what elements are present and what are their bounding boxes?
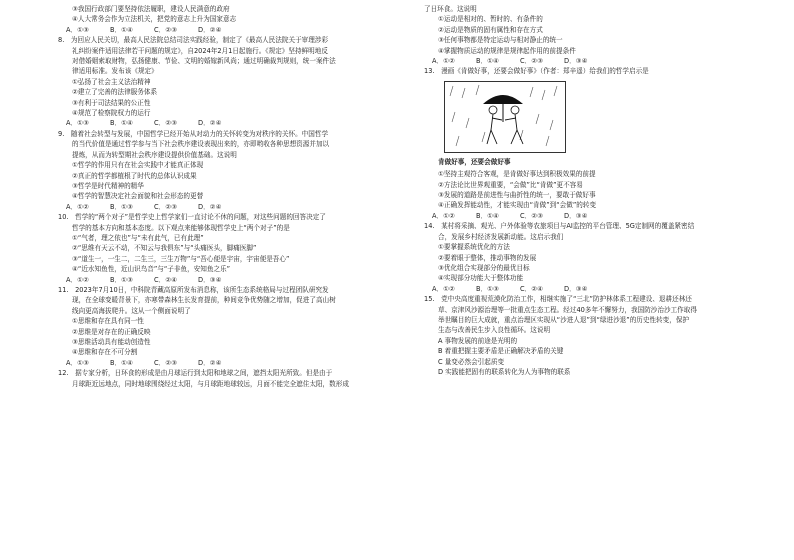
option-c: C．②③: [520, 57, 544, 66]
option-a: A．①③: [66, 25, 89, 34]
statement-item: ③思维活动具有能动创造性: [72, 338, 151, 346]
statement-item: ②运动是物质的固有属性和存在方式: [438, 25, 543, 34]
question-text: 了日环食。这说明: [424, 5, 477, 13]
statement-item: ④实现部分功能大于整体功能: [438, 274, 524, 283]
question-text: 9. 随着社会转型与发展，中国哲学已经开始从对动力的关怀转变为对秩序的关怀。中国哲学: [58, 129, 329, 138]
option-a: A．①②: [432, 211, 455, 220]
choice-b: B 着重把握主要矛盾是正确解决矛盾的关键: [438, 347, 564, 356]
statement-item: ③优化组合实现部分的最优目标: [438, 263, 530, 272]
cartoon-drawing: [445, 82, 565, 152]
option-d: D．②④: [198, 119, 222, 128]
question-text: 律适用标准。发布该《规定》: [72, 67, 158, 76]
option-b: B．①④: [110, 25, 133, 34]
option-d: D．③④: [198, 275, 222, 284]
answer-options: [58, 202, 378, 212]
question-10: [58, 212, 378, 285]
option-b: B．①③: [476, 284, 499, 293]
statement-item: ①运动是相对的、暂时的、有条件的: [438, 15, 543, 24]
option-a: A．①②: [66, 202, 89, 211]
question-14: [424, 221, 748, 294]
answer-options: [58, 118, 378, 128]
statement-item: ②建立了完善的法律服务体系: [72, 88, 158, 97]
pre-options: [58, 25, 378, 35]
pre-item-4: ④人大常务会作为立法机关，把党的意志上升为国家意志: [72, 15, 237, 24]
question-text: 10. 哲学的“两个对子”是哲学史上哲学家们一直讨论不休的问题，对这些问题的回答决定了: [58, 213, 326, 222]
option-b: B．①④: [476, 211, 499, 220]
option-d: D．②④: [198, 202, 222, 211]
option-c: C．②④: [520, 284, 544, 293]
question-text: 12. 据专家分析，日环食的形成是由月球运行到太阳和地球之间，遮挡太阳光所致。但是由于: [58, 369, 333, 378]
statement-item: ④思维和存在不可分割: [72, 348, 138, 357]
option-c: C．②③: [154, 202, 178, 211]
question-12: [58, 368, 378, 389]
option-d: D．③④: [564, 284, 588, 293]
choice-c: C 量变必然会引起质变: [438, 357, 505, 366]
statement-item: ②真正的哲学都植根了时代的总体认识成果: [72, 171, 197, 180]
statement-item: ③哲学是时代精神的精华: [72, 181, 144, 190]
statement-item: ①哲学的作用只有在社会实践中才能真正体现: [72, 161, 204, 170]
question-text: 14. 某村将采摘、观光、户外体验等农旅项目与AI监控的平台管理、5G定制网的覆盖紧密结: [424, 222, 695, 231]
statement-item: ①坚持主观符合客观，是肯做好事达到积极效果的前提: [438, 170, 596, 179]
statement-item: ②思维是对存在的正确反映: [72, 327, 151, 336]
question-text: 15. 党中央高度重视荒漠化防治工作，相继实施了“三北”防护林体系工程建设、退耕还林还: [424, 295, 692, 304]
question-text: 现，在全球变暖背景下，亦寒带森林生长发育提前，种间竞争优势随之增加，促进了高山树: [72, 296, 336, 305]
option-a: A．①②: [66, 275, 89, 284]
option-b: B．①④: [476, 57, 499, 66]
answer-options: [424, 211, 748, 221]
question-text: 草、京津风沙源治理等一批重点生态工程。经过40多年不懈努力，我国防沙治沙工作取得: [438, 305, 697, 314]
statement-item: ④掌握物质运动的规律是规律起作用的前提条件: [438, 46, 576, 55]
option-a: A．①②: [432, 284, 455, 293]
question-text: 提炼，从而为转型期社会秩序建设提供价值基础。这说明: [72, 150, 237, 159]
option-b: B．①④: [110, 358, 133, 367]
question-text: 线向更高海拔爬升。这从一个侧面说明了: [72, 306, 191, 315]
option-d: D．②④: [198, 358, 222, 367]
question-text: 11. 2023年7月10日，中科院青藏高原所发布消息称，该所生态系统格局与过程团队研究发: [58, 285, 329, 294]
question-11: [58, 285, 378, 368]
question-text: 13. 漫画《肯做好事，还要会做好事》（作者：郑辛遥）给我们的哲学启示是: [424, 67, 649, 76]
right-column: [424, 4, 748, 377]
option-a: A．①③: [66, 119, 89, 128]
statement-item: ①思维和存在具有同一性: [72, 317, 144, 326]
question-text: 合，发展乡村经济发展新动能。这启示我们: [438, 232, 564, 241]
option-b: B．①④: [110, 119, 133, 128]
answer-options: [424, 284, 748, 294]
question-text: 礼纠纷案件适用法律若干问题的规定》，自2024年2月1日起施行。《规定》坚持鲜明地反: [72, 46, 328, 55]
statement-item: ④规范了检察院权力的运行: [72, 109, 151, 118]
option-c: C．②④: [154, 275, 178, 284]
question-9: [58, 129, 378, 212]
question-text: 对借婚姻索取财物，弘扬健康、节俭、文明的婚嫁新风尚；通过明确裁判规则，统一案件法: [72, 57, 336, 66]
option-a: A．①②: [432, 57, 455, 66]
option-d: D．③④: [564, 57, 588, 66]
question-text: 生态与改善民生步入良性循环。这说明: [438, 326, 551, 335]
statement-item: ①“气者，理之依也”与“未有此气，已有此理”: [72, 233, 204, 242]
statement-item: ③发展的道路是前进性与曲折性的统一，要敢于做好事: [438, 191, 596, 200]
statement-item: ①要掌握系统优化的方法: [438, 243, 510, 252]
choice-d: D 实践能把固有的联系转化为人为事物的联系: [438, 367, 571, 376]
option-a: A．①③: [66, 358, 89, 367]
statement-item: ③任何事物都是特定运动与相对静止的统一: [438, 36, 563, 45]
question-text: 哲学的基本方向和基本态度。以下观点来能够体现哲学史上“两个对子”的是: [72, 223, 290, 232]
question-text: 月球距近远地点，同时地球围绕经过太阳，与月球距地球较远，月面不能完全遮住太阳，数形成: [72, 379, 349, 388]
statement-item: ②要着眼于整体，推动事物的发展: [438, 253, 537, 262]
question-text: 举世瞩目的巨大成就，重点治理区实现从“沙进人退”到“绿进沙退”的历史性转变，保护: [438, 315, 690, 324]
question-13: [424, 66, 748, 221]
statement-item: ④正确发挥能动性，才能实现由“肯做”到“会做”的转变: [438, 201, 597, 210]
option-d: D．③④: [564, 211, 588, 220]
statement-item: ③有利于司法结果的公正性: [72, 98, 151, 107]
option-d: D．②④: [198, 25, 222, 34]
left-column: [58, 4, 378, 389]
answer-options: [58, 275, 378, 285]
question-15: [424, 294, 748, 377]
question-8: [58, 35, 378, 129]
cartoon-image: [444, 81, 566, 153]
choice-a: A 事物发展的前途是光明的: [438, 336, 518, 345]
option-b: B．①③: [110, 202, 133, 211]
answer-options: [58, 358, 378, 368]
option-c: C．②③: [520, 211, 544, 220]
option-c: C．②③: [154, 25, 178, 34]
answer-options: [424, 56, 748, 66]
question-text: 8. 为回应人民关切，最高人民法院总结司法实践经验，制定了《最高人民法院关于审理涉彩: [58, 36, 329, 45]
question-12-continued: [424, 4, 748, 66]
option-c: C．②③: [154, 358, 178, 367]
pre-item-3: ③我国行政部门要坚持依法履职，建设人民满意的政府: [72, 5, 230, 13]
question-text: 的当代价值是通过哲学参与当下社会秩序建设表现出来的，亦即哟收各种思想资源并加以: [72, 140, 330, 149]
cartoon-caption: 肯做好事，还要会做好事: [438, 157, 511, 166]
statement-item: ④“近水知鱼性，近山识鸟音”与“子非鱼，安知鱼之乐”: [72, 265, 231, 274]
option-c: C．②③: [154, 119, 178, 128]
statement-item: ①弘扬了社会主义法治精神: [72, 77, 151, 86]
statement-item: ③“道生一，一生二，二生三，三生万物”与“吾心便是宇宙，宇宙便是吾心”: [72, 254, 290, 263]
statement-item: ②方法论比世界观重要，“会做”比“肯做”更不容易: [438, 180, 583, 189]
option-b: B．①③: [110, 275, 133, 284]
statement-item: ④哲学的智慧决定社会面貌和社会形态的更替: [72, 192, 204, 201]
statement-item: ②“思维有天云不动，不知云与我俱东”与“头痛医头，脚痛医脚”: [72, 244, 257, 253]
